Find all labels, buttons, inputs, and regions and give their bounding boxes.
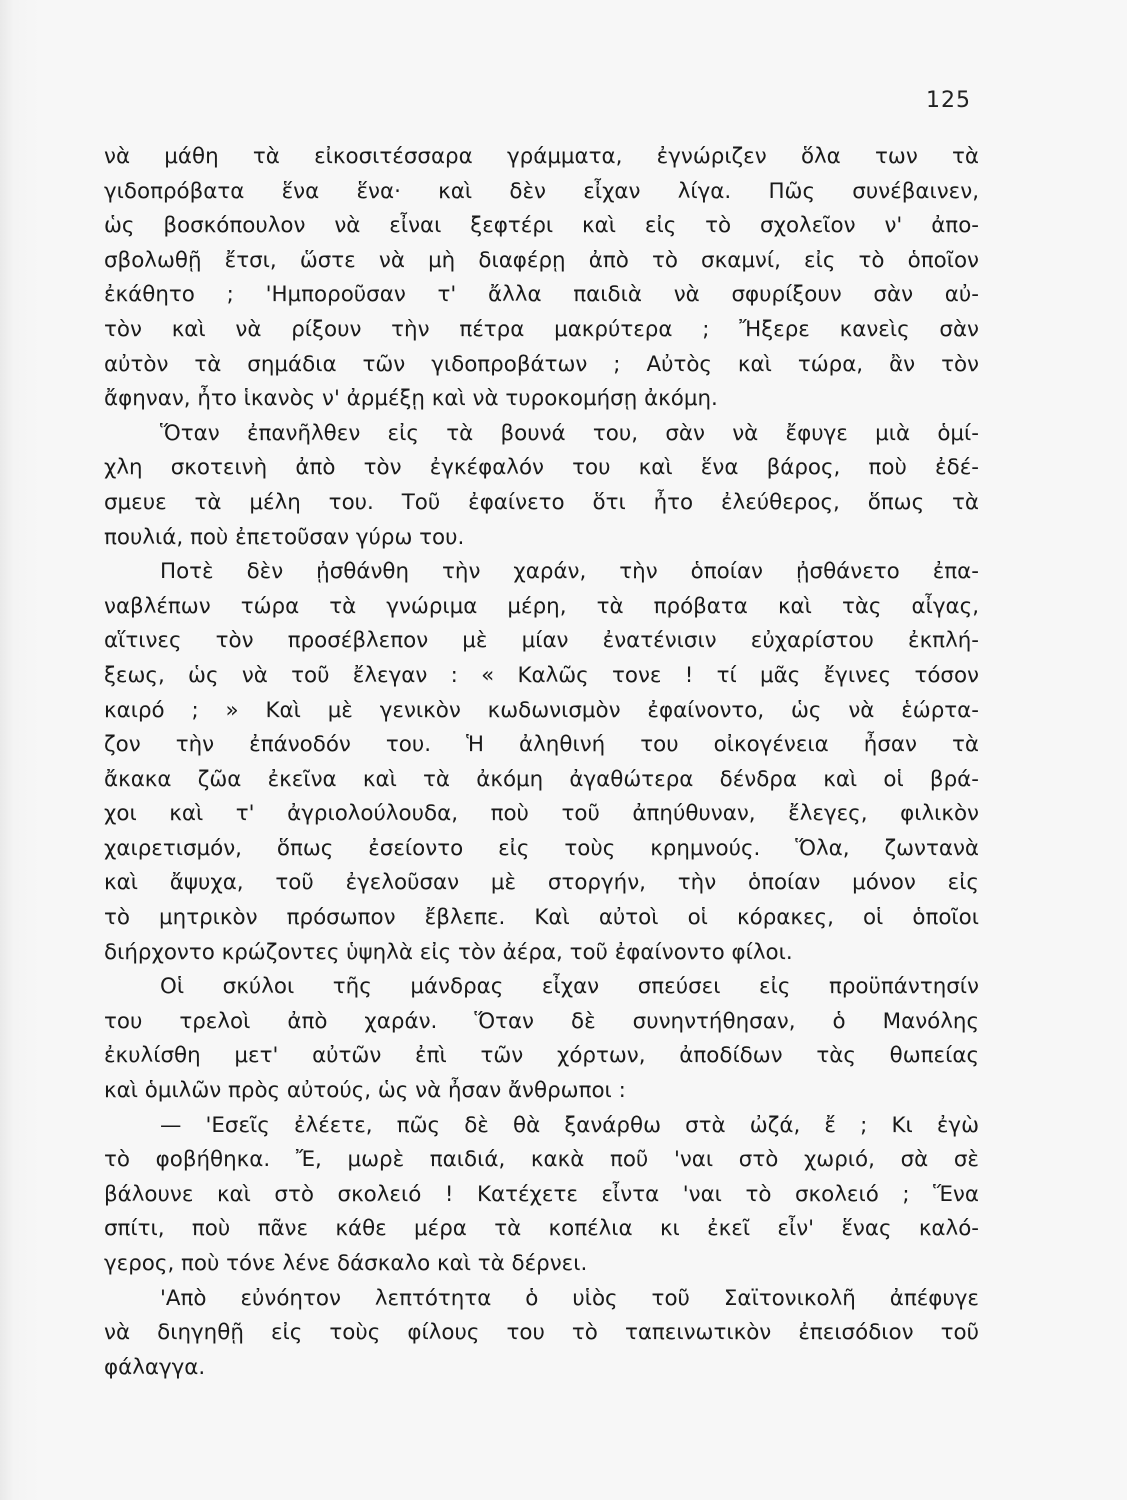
- text-line: αἵτινες τὸν προσέβλεπον μὲ μίαν ἐνατένισιν εὐχαρίστου ἐκπλή-: [104, 628, 979, 654]
- text-line: ἐκάθητο ; 'Ημποροῦσαν τ' ἄλλα παιδιὰ νὰ σφυρίξουν σὰν αὐ-: [104, 282, 979, 308]
- text-line: σπίτι, ποὺ πᾶνε κάθε μέρα τὰ κοπέλια κι ἐκεῖ εἶν' ἕνας καλό-: [104, 1216, 979, 1242]
- paragraph: [104, 1109, 979, 1282]
- text-line: Ὅταν ἐπανῆλθεν εἰς τὰ βουνά του, σὰν νὰ ἔφυγε μιὰ ὁμί-: [160, 420, 979, 446]
- text-line: γιδοπρόβατα ἕνα ἕνα· καὶ δὲν εἶχαν λίγα. Πῶς συνέβαινεν,: [104, 178, 979, 204]
- paragraph: [104, 1282, 979, 1386]
- text-line: ἐκυλίσθη μετ' αὐτῶν ἐπὶ τῶν χόρτων, ἀποδίδων τὰς θωπείας: [104, 1043, 979, 1069]
- text-line: ζον τὴν ἐπάνοδόν του. Ἡ ἀληθινή του οἰκογένεια ἦσαν τὰ: [104, 732, 979, 758]
- text-line: χοι καὶ τ' ἀγριολούλουδα, ποὺ τοῦ ἀπηύθυναν, ἔλεγες, φιλικὸν: [104, 801, 979, 827]
- text-line: του τρελοὶ ἀπὸ χαράν. Ὅταν δὲ συνηντήθησαν, ὁ Μανόλης: [104, 1008, 979, 1034]
- text-line: γερος, ποὺ τόνε λένε δάσκαλο καὶ τὰ δέρνει.: [104, 1251, 588, 1276]
- text-line: ξεως, ὡς νὰ τοῦ ἔλεγαν : « Καλῶς τονε ! τί μᾶς ἔγινες τόσον: [104, 662, 979, 688]
- text-line: Οἱ σκύλοι τῆς μάνδρας εἶχαν σπεύσει εἰς προϋπάντησίν: [160, 974, 979, 1000]
- text-line: 'Απὸ εὐνόητον λεπτότητα ὁ υἱὸς τοῦ Σαϊτονικολῆ ἀπέφυγε: [160, 1285, 979, 1311]
- text-line: ἄφηναν, ἦτο ἱκανὸς ν' ἀρμέξῃ καὶ νὰ τυροκομήσῃ ἀκόμη.: [104, 386, 718, 412]
- text-line: πουλιά, ποὺ ἐπετοῦσαν γύρω του.: [104, 524, 465, 550]
- paragraph: [104, 970, 979, 1108]
- text-line: — 'Εσεῖς ἐλέετε, πῶς δὲ θὰ ξανάρθω στὰ ὠζά, ἔ ; Κι ἐγὼ: [160, 1112, 979, 1138]
- text-line: καὶ ὁμιλῶν πρὸς αὐτούς, ὡς νὰ ἦσαν ἄνθρωποι :: [104, 1078, 626, 1104]
- text-line: διήρχοντο κρώζοντες ὑψηλὰ εἰς τὸν ἀέρα, τοῦ ἐφαίνοντο φίλοι.: [104, 939, 793, 965]
- text-line: φάλαγγα.: [104, 1354, 206, 1380]
- body-text: [104, 140, 979, 1385]
- paragraph: [104, 417, 979, 555]
- text-line: βάλουνε καὶ στὸ σκολειό ! Κατέχετε εἶντα 'ναι τὸ σκολειό ; Ἕνα: [104, 1181, 979, 1207]
- text-line: χλη σκοτεινὴ ἀπὸ τὸν ἐγκέφαλόν του καὶ ἕνα βάρος, ποὺ ἐδέ-: [104, 455, 979, 481]
- paragraph: [104, 140, 979, 417]
- text-line: νὰ μάθη τὰ εἰκοσιτέσσαρα γράμματα, ἐγνώριζεν ὅλα των τὰ: [104, 144, 979, 169]
- text-line: σμευε τὰ μέλη του. Τοῦ ἐφαίνετο ὅτι ἦτο ἐλεύθερος, ὅπως τὰ: [104, 489, 979, 515]
- text-line: Ποτὲ δὲν ᾐσθάνθη τὴν χαράν, τὴν ὁποίαν ᾐσθάνετο ἐπα-: [160, 559, 979, 585]
- paragraph: [104, 555, 979, 970]
- text-line: ὡς βοσκόπουλον νὰ εἶναι ξεφτέρι καὶ εἰς τὸ σχολεῖον ν' ἀπο-: [104, 213, 979, 239]
- text-line: ναβλέπων τώρα τὰ γνώριμα μέρη, τὰ πρόβατα καὶ τὰς αἶγας,: [104, 593, 979, 619]
- text-line: τὸ μητρικὸν πρόσωπον ἔβλεπε. Καὶ αὐτοὶ οἱ κόρακες, οἱ ὁποῖοι: [104, 905, 979, 931]
- text-line: τὸ φοβήθηκα. Ἔ, μωρὲ παιδιά, κακὰ ποῦ 'ναι στὸ χωριό, σὰ σὲ: [104, 1147, 979, 1173]
- text-line: καιρό ; » Καὶ μὲ γενικὸν κωδωνισμὸν ἐφαίνοντο, ὡς νὰ ἑώρτα-: [104, 697, 979, 723]
- text-line: καὶ ἄψυχα, τοῦ ἐγελοῦσαν μὲ στοργήν, τὴν ὁποίαν μόνον εἰς: [104, 870, 979, 896]
- text-line: χαιρετισμόν, ὅπως ἐσείοντο εἰς τοὺς κρημνούς. Ὅλα, ζωντανὰ: [104, 835, 979, 861]
- text-line: ἄκακα ζῶα ἐκεῖνα καὶ τὰ ἀκόμη ἀγαθώτερα δένδρα καὶ οἱ βρά-: [104, 766, 979, 792]
- text-line: σβολωθῇ ἔτσι, ὥστε νὰ μὴ διαφέρῃ ἀπὸ τὸ σκαμνί, εἰς τὸ ὁποῖον: [104, 247, 979, 273]
- text-line: τὸν καὶ νὰ ρίξουν τὴν πέτρα μακρύτερα ; Ἤξερε κανεὶς σὰν: [104, 316, 979, 342]
- text-line: αὐτὸν τὰ σημάδια τῶν γιδοπροβάτων ; Αὐτὸς καὶ τώρα, ἂν τὸν: [104, 351, 979, 377]
- text-line: νὰ διηγηθῇ εἰς τοὺς φίλους του τὸ ταπεινωτικὸν ἐπεισόδιον τοῦ: [104, 1320, 979, 1346]
- page-number: 125: [926, 88, 971, 113]
